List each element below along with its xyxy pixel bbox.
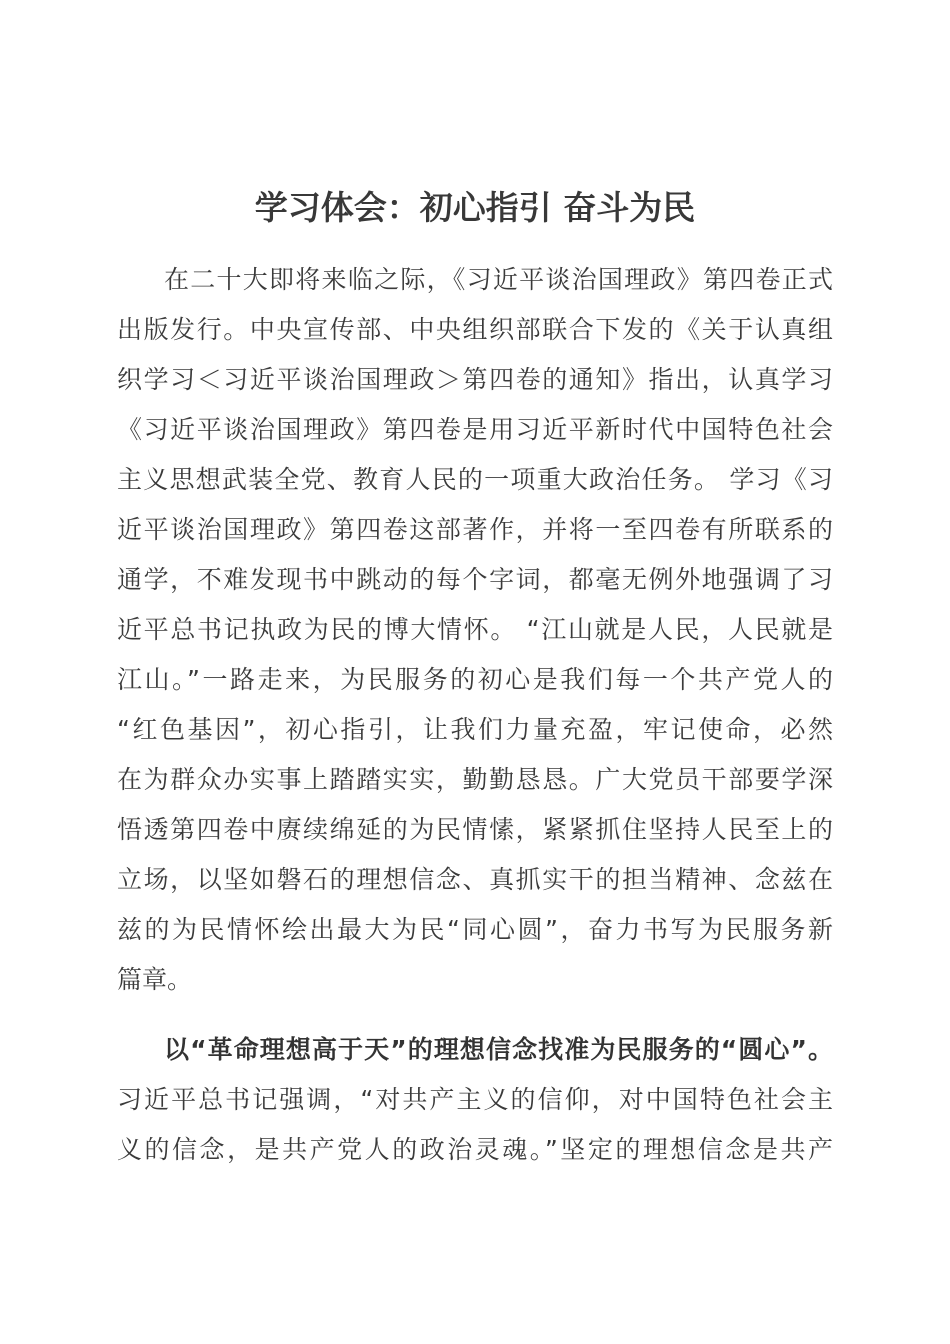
- text-line: 近平谈治国理政》第四卷这部著作，并将一至四卷有所联系的: [117, 515, 833, 544]
- text-line: 通学，不难发现书中跳动的每个字词，都毫无例外地强调了习: [117, 565, 833, 594]
- text-line: 《习近平谈治国理政》第四卷是用习近平新时代中国特色社会: [117, 415, 833, 444]
- text-line: 在二十大即将来临之际，《习近平谈治国理政》第四卷正式: [164, 265, 833, 294]
- text-line: 兹的为民情怀绘出最大为民“同心圆”，奋力书写为民服务新: [117, 915, 833, 944]
- paragraph-1: [117, 255, 833, 1005]
- text-line: 在为群众办实事上踏踏实实，勤勤恳恳。广大党员干部要学深: [117, 765, 833, 794]
- paragraph-2: [117, 1025, 833, 1175]
- text-line: 江山。”一路走来，为民服务的初心是我们每一个共产党人的: [117, 665, 833, 694]
- text-line: 织学习＜习近平谈治国理政＞第四卷的通知》指出，认真学习: [117, 365, 833, 394]
- text-line: 义的信念，是共产党人的政治灵魂。”坚定的理想信念是共产: [117, 1135, 833, 1164]
- text-line: 出版发行。中央宣传部、中央组织部联合下发的《关于认真组: [117, 315, 833, 344]
- text-line: “红色基因”，初心指引，让我们力量充盈，牢记使命，必然: [117, 715, 833, 744]
- text-line: 习近平总书记强调，“对共产主义的信仰，对中国特色社会主: [117, 1085, 833, 1114]
- text-line: 主义思想武装全党、教育人民的一项重大政治任务。 学习《习: [117, 465, 833, 494]
- text-line: 篇章。: [117, 965, 193, 994]
- text-line: 近平总书记执政为民的博大情怀。 “江山就是人民，人民就是: [117, 615, 833, 644]
- text-line: 悟透第四卷中赓续绵延的为民情愫，紧紧抓住坚持人民至上的: [117, 815, 833, 844]
- text-line: 立场，以坚如磐石的理想信念、真抓实干的担当精神、念兹在: [117, 865, 833, 894]
- document-title: 学习体会：初心指引 奋斗为民: [254, 188, 696, 227]
- paragraph-heading: 以“革命理想高于天”的理想信念找准为民服务的“圆心”。: [164, 1035, 833, 1064]
